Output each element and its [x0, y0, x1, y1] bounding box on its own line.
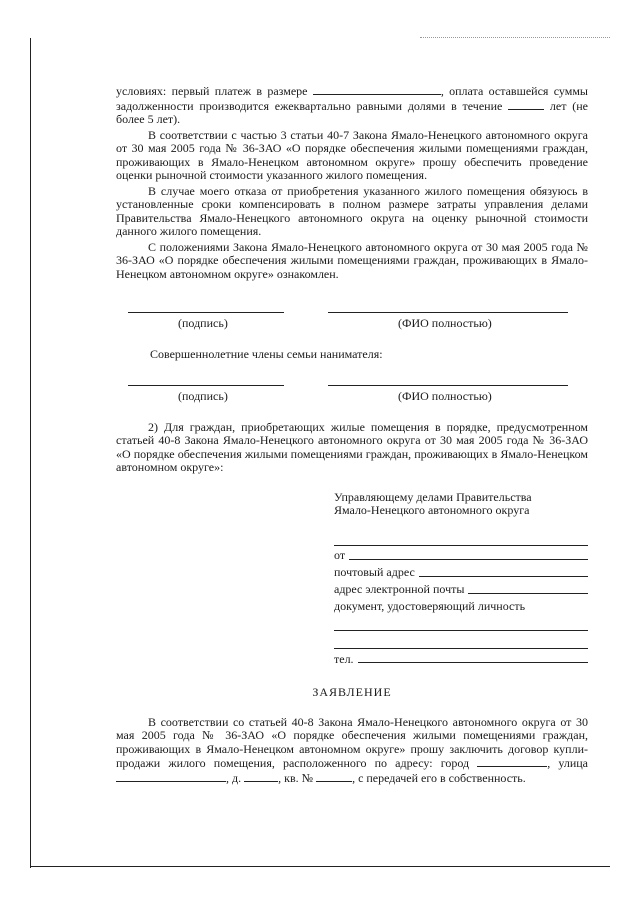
document-page	[116, 84, 588, 785]
house-blank	[244, 771, 278, 782]
addressee-line-1: Управляющему делами Правительства	[334, 489, 532, 504]
apartment-blank	[316, 771, 352, 782]
addressee-block	[334, 491, 588, 667]
id-document-field: документ, удостоверяющий личность	[334, 598, 526, 613]
addressee-blank-line	[334, 530, 588, 546]
phone-field: тел.	[334, 652, 588, 666]
signature-line	[128, 385, 284, 386]
years-blank	[508, 99, 544, 110]
refusal-paragraph: В случае моего отказа от приобретения указанного жилого помещения обязуюсь в установленные сроки компенсировать в полном размере затраты управления делами Правительства Ямало-Ненецкого автономного округа на оценку рыночной стоимости данного жилого помещения.	[116, 183, 588, 238]
family-signature-row	[116, 385, 588, 413]
family-members-label: Совершеннолетние члены семьи нанимателя:	[150, 347, 383, 361]
postal-address-field: почтовый адрес	[334, 566, 588, 580]
fio-label: (ФИО полностью)	[398, 316, 492, 330]
from-field: от	[334, 549, 588, 563]
familiar-paragraph: С положениями Закона Ямало-Ненецкого автономного округа от 30 мая 2005 года № 36-ЗАО «О порядке обеспечения жилыми помещениями граждан, проживающих в Ямало-Ненецком автономном округе» ознакомлен.	[116, 239, 588, 281]
scan-edge-bottom	[30, 866, 610, 867]
statement-paragraph: В соответствии со статьей 40-8 Закона Ямало-Ненецкого автономного округа от 30 мая 2005 года № 36-ЗАО «О порядке обеспечения жилыми помещениями граждан, проживающих в Ямало-Ненецком автономном округе» прошу заключить договор купли-продажи жилого помещения, расположенного по адресу: город , улица , д. , кв. № , с передачей его в собственность.	[116, 714, 589, 785]
id-document-line	[334, 615, 588, 631]
scan-edge-top	[420, 37, 610, 38]
fio-label: (ФИО полностью)	[398, 388, 492, 403]
statement-title: ЗАЯВЛЕНИЕ	[312, 685, 392, 699]
applicant-signature-row	[116, 312, 588, 340]
street-blank	[116, 771, 226, 782]
accordance-paragraph: В соответствии с частью 3 статьи 40-7 Закона Ямало-Ненецкого автономного округа от 30 мая 2005 года № 36-ЗАО «О порядке обеспечения жилыми помещениями граждан, проживающих в Ямало-Ненецком автономном округе» прошу обеспечить проведение оценки рыночной стоимости указанного жилого помещения.	[116, 127, 588, 182]
section-2-paragraph: 2) Для граждан, приобретающих жилые помещения в порядке, предусмотренном статьей 40-8 Закона Ямало-Ненецкого автономного округа от 30 мая 2005 года № 36-ЗАО «О порядке обеспечения жилыми помещениями граждан, проживающих в Ямало-Ненецком автономном округе»:	[116, 419, 588, 474]
signature-label: (подпись)	[178, 316, 228, 330]
addressee-line-2: Ямало-Ненецкого автономного округа	[334, 503, 530, 517]
signature-line	[128, 312, 284, 313]
fio-line	[328, 385, 568, 386]
payment-terms-paragraph: условиях: первый платеж в размере , оплата оставшейся суммы задолженности производится ежеквартально равными долями в течение лет (не более 5 лет).	[116, 84, 589, 126]
city-blank	[477, 756, 547, 767]
fio-line	[328, 312, 568, 313]
signature-label: (подпись)	[178, 388, 228, 403]
first-payment-blank	[313, 84, 441, 95]
id-document-line-2	[334, 633, 588, 649]
email-field: адрес электронной почты	[334, 583, 588, 597]
scan-edge-left	[30, 38, 31, 868]
